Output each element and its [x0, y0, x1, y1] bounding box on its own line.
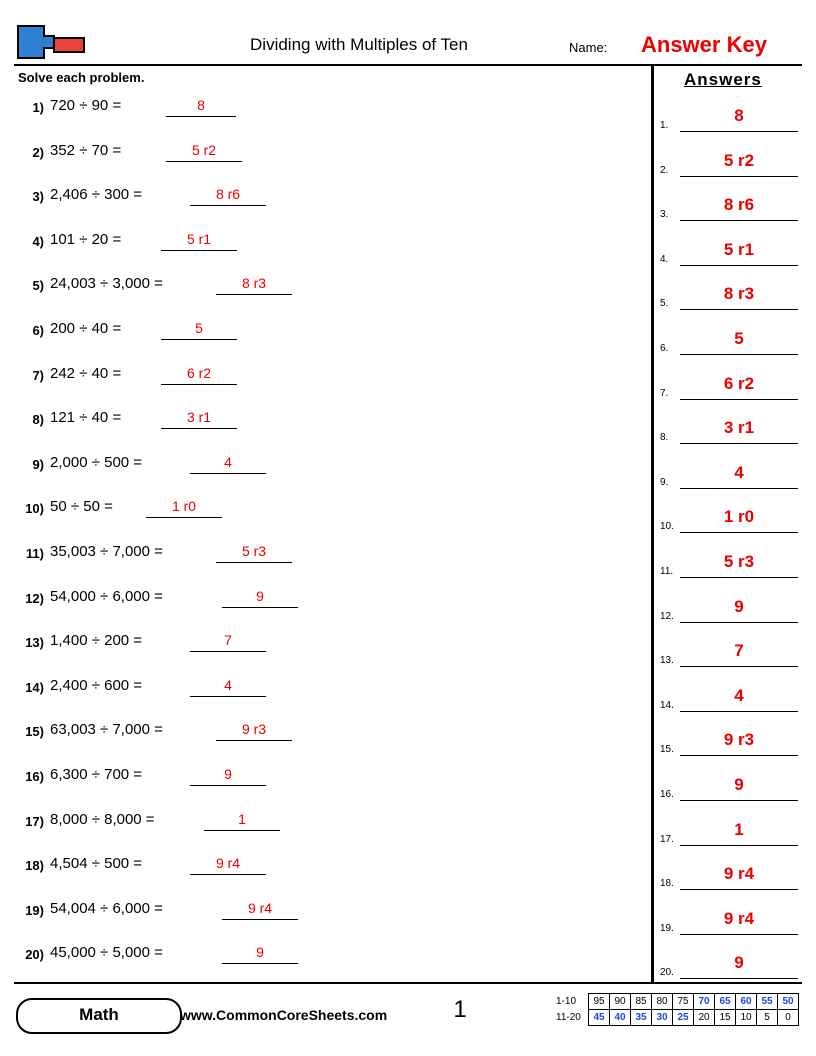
answer-number: 13.: [660, 655, 674, 667]
score-cell: 50: [778, 994, 799, 1010]
score-cell: 35: [631, 1010, 652, 1026]
problem-row: [18, 897, 638, 942]
problem-number: 17): [25, 813, 44, 829]
score-cell: 75: [673, 994, 694, 1010]
problem-row: [18, 629, 638, 674]
problem-row: [18, 228, 638, 273]
answer-value[interactable]: 9 r4: [680, 864, 798, 890]
page-number: 1: [453, 996, 467, 1023]
problem-answer-blank[interactable]: 5: [161, 320, 237, 340]
answer-value[interactable]: 3 r1: [680, 418, 798, 444]
problem-answer-blank[interactable]: 9: [190, 766, 266, 786]
problem-text: 8,000 ÷ 8,000 =: [50, 810, 155, 828]
answer-number: 5.: [660, 298, 669, 310]
problem-number: 4): [32, 233, 44, 249]
answer-value[interactable]: 8 r3: [680, 284, 798, 310]
answer-row: [660, 593, 802, 638]
problem-text: 200 ÷ 40 =: [50, 319, 122, 337]
problem-number: 11): [25, 545, 44, 561]
problem-text: 2,000 ÷ 500 =: [50, 453, 143, 471]
score-cell: 90: [610, 994, 631, 1010]
problem-text: 54,004 ÷ 6,000 =: [50, 899, 163, 917]
answer-number: 10.: [660, 521, 674, 533]
answer-number: 8.: [660, 432, 669, 444]
problem-text: 101 ÷ 20 =: [50, 230, 122, 248]
answer-number: 2.: [660, 164, 669, 176]
problem-answer-blank[interactable]: 9: [222, 944, 298, 964]
answer-value[interactable]: 4: [680, 686, 798, 712]
answer-row: [660, 370, 802, 415]
header: [14, 22, 802, 64]
answer-row: [660, 548, 802, 593]
problem-answer-blank[interactable]: 9: [222, 588, 298, 608]
problem-row: [18, 406, 638, 451]
problem-answer-blank[interactable]: 7: [190, 632, 266, 652]
answer-number: 20.: [660, 967, 674, 979]
problem-number: 5): [32, 278, 44, 294]
answer-number: 14.: [660, 699, 674, 711]
score-cell: 60: [736, 994, 757, 1010]
answer-row: [660, 637, 802, 682]
problem-row: [18, 718, 638, 763]
problem-row: [18, 451, 638, 496]
answer-row: [660, 102, 802, 147]
problem-number: 19): [25, 902, 44, 918]
website-label: www.CommonCoreSheets.com: [180, 1007, 388, 1023]
problem-text: 50 ÷ 50 =: [50, 498, 113, 516]
answer-number: 19.: [660, 922, 674, 934]
problem-text: 24,003 ÷ 3,000 =: [50, 275, 163, 293]
problem-answer-blank[interactable]: 4: [190, 454, 266, 474]
problem-answer-blank[interactable]: 5 r2: [166, 142, 242, 162]
answer-number: 4.: [660, 253, 669, 265]
problem-answer-blank[interactable]: 1 r0: [146, 498, 222, 518]
score-cell: 45: [589, 1010, 610, 1026]
score-row: [556, 1010, 799, 1026]
problem-answer-blank[interactable]: 5 r1: [161, 231, 237, 251]
problem-row: [18, 317, 638, 362]
problem-row: [18, 362, 638, 407]
problem-list: [18, 94, 638, 986]
problem-text: 63,003 ÷ 7,000 =: [50, 721, 163, 739]
answer-number: 6.: [660, 342, 669, 354]
problem-row: [18, 808, 638, 853]
answer-number: 18.: [660, 878, 674, 890]
problem-answer-blank[interactable]: 5 r3: [216, 543, 292, 563]
problem-answer-blank[interactable]: 6 r2: [161, 365, 237, 385]
answers-title: Answers: [684, 70, 762, 89]
math-plus-logo-icon: [14, 22, 94, 62]
problem-number: 16): [25, 768, 44, 784]
answer-value[interactable]: 9 r3: [680, 730, 798, 756]
answer-row: [660, 726, 802, 771]
answer-row: [660, 236, 802, 281]
answer-key-label: Answer Key: [641, 32, 767, 57]
answer-number: 3.: [660, 209, 669, 221]
problem-number: 9): [32, 456, 44, 472]
answer-row: [660, 771, 802, 816]
score-cell: 70: [694, 994, 715, 1010]
problem-number: 1): [32, 100, 44, 115]
problem-answer-blank[interactable]: 9 r4: [222, 900, 298, 920]
problem-answer-blank[interactable]: 1: [204, 811, 280, 831]
problem-number: 12): [25, 590, 44, 606]
answer-value[interactable]: 5 r1: [680, 240, 798, 266]
answer-row: [660, 325, 802, 370]
answer-row: [660, 860, 802, 905]
score-cell: 15: [715, 1010, 736, 1026]
problem-number: 10): [25, 501, 44, 517]
answer-value[interactable]: 4: [680, 463, 798, 489]
score-cell: 30: [652, 1010, 673, 1026]
answer-row: [660, 905, 802, 950]
problem-text: 1,400 ÷ 200 =: [50, 632, 143, 650]
answer-value[interactable]: 8: [680, 106, 798, 132]
score-cell: 80: [652, 994, 673, 1010]
answer-number: 12.: [660, 610, 674, 622]
answer-number: 7.: [660, 387, 669, 399]
score-cell: 85: [631, 994, 652, 1010]
problem-number: 8): [32, 412, 44, 428]
problem-answer-blank[interactable]: 8: [166, 97, 236, 117]
answer-value[interactable]: 6 r2: [680, 374, 798, 400]
score-cell: 10: [736, 1010, 757, 1026]
answer-row: [660, 414, 802, 459]
problem-number: 18): [25, 858, 44, 874]
problem-text: 35,003 ÷ 7,000 =: [50, 542, 163, 560]
problem-number: 2): [32, 144, 44, 160]
problem-row: [18, 495, 638, 540]
instructions: Solve each problem.: [18, 70, 145, 85]
problem-text: 45,000 ÷ 5,000 =: [50, 944, 163, 962]
problem-row: [18, 183, 638, 228]
answer-number: 9.: [660, 476, 669, 488]
score-cell: 5: [757, 1010, 778, 1026]
answer-value[interactable]: 5: [680, 329, 798, 355]
problem-text: 6,300 ÷ 700 =: [50, 765, 143, 783]
problem-row: [18, 763, 638, 808]
subject-label: Math: [79, 1005, 119, 1024]
answers-list: [660, 102, 802, 994]
answer-row: [660, 503, 802, 548]
problem-answer-blank[interactable]: 4: [190, 677, 266, 697]
score-table: [556, 993, 799, 1026]
problem-number: 15): [25, 724, 44, 740]
answer-value[interactable]: 9: [680, 775, 798, 801]
problem-row: [18, 94, 638, 139]
problem-row: [18, 139, 638, 184]
problem-text: 242 ÷ 40 =: [50, 364, 122, 382]
score-row-label: 1-10: [556, 994, 589, 1010]
problem-number: 3): [32, 189, 44, 205]
problem-number: 13): [25, 635, 44, 651]
problem-text: 121 ÷ 40 =: [50, 409, 122, 427]
answer-value[interactable]: 7: [680, 641, 798, 667]
score-cell: 55: [757, 994, 778, 1010]
answer-value[interactable]: 9 r4: [680, 909, 798, 935]
answer-row: [660, 949, 802, 994]
score-cell: 40: [610, 1010, 631, 1026]
score-row-label: 11-20: [556, 1010, 589, 1026]
answer-value[interactable]: 8 r6: [680, 195, 798, 221]
score-cell: 95: [589, 994, 610, 1010]
problem-answer-blank[interactable]: 8 r3: [216, 275, 292, 295]
problem-number: 20): [25, 947, 44, 963]
problem-row: [18, 674, 638, 719]
problem-row: [18, 585, 638, 630]
problem-text: 2,400 ÷ 600 =: [50, 676, 143, 694]
answer-value[interactable]: 5 r2: [680, 151, 798, 177]
score-row: [556, 994, 799, 1010]
answer-value[interactable]: 1 r0: [680, 507, 798, 533]
answer-number: 1.: [660, 120, 669, 131]
answer-row: [660, 147, 802, 192]
problem-answer-blank[interactable]: 9 r3: [216, 721, 292, 741]
subject-badge: [16, 998, 182, 1034]
score-cell: 0: [778, 1010, 799, 1026]
answer-number: 16.: [660, 788, 674, 800]
answer-row: [660, 816, 802, 861]
problem-text: 352 ÷ 70 =: [50, 141, 122, 159]
page-title: Dividing with Multiples of Ten: [250, 35, 468, 54]
problem-row: [18, 540, 638, 585]
answer-value[interactable]: 9: [680, 597, 798, 623]
problem-answer-blank[interactable]: 9 r4: [190, 855, 266, 875]
problem-text: 2,406 ÷ 300 =: [50, 186, 143, 204]
answer-number: 11.: [660, 565, 674, 577]
score-cell: 25: [673, 1010, 694, 1026]
problem-number: 14): [25, 679, 44, 695]
problem-row: [18, 941, 638, 986]
answer-number: 15.: [660, 744, 674, 756]
answer-value[interactable]: 1: [680, 820, 798, 846]
vertical-divider: [651, 64, 654, 982]
score-cell: 65: [715, 994, 736, 1010]
score-cell: 20: [694, 1010, 715, 1026]
answer-row: [660, 280, 802, 325]
problem-row: [18, 852, 638, 897]
problem-answer-blank[interactable]: 3 r1: [161, 409, 237, 429]
answer-row: [660, 682, 802, 727]
footer-divider: [14, 982, 802, 984]
answer-row: [660, 459, 802, 504]
header-divider: [14, 64, 802, 66]
problem-number: 7): [32, 367, 44, 383]
name-label: Name:: [569, 40, 608, 55]
answer-row: [660, 191, 802, 236]
problem-row: [18, 272, 638, 317]
answer-value[interactable]: 5 r3: [680, 552, 798, 578]
answer-value[interactable]: 9: [680, 953, 798, 979]
problem-text: 54,000 ÷ 6,000 =: [50, 587, 163, 605]
problem-answer-blank[interactable]: 8 r6: [190, 186, 266, 206]
problem-text: 720 ÷ 90 =: [50, 97, 122, 114]
answer-number: 17.: [660, 833, 674, 845]
problem-text: 4,504 ÷ 500 =: [50, 855, 143, 873]
problem-number: 6): [32, 322, 44, 338]
